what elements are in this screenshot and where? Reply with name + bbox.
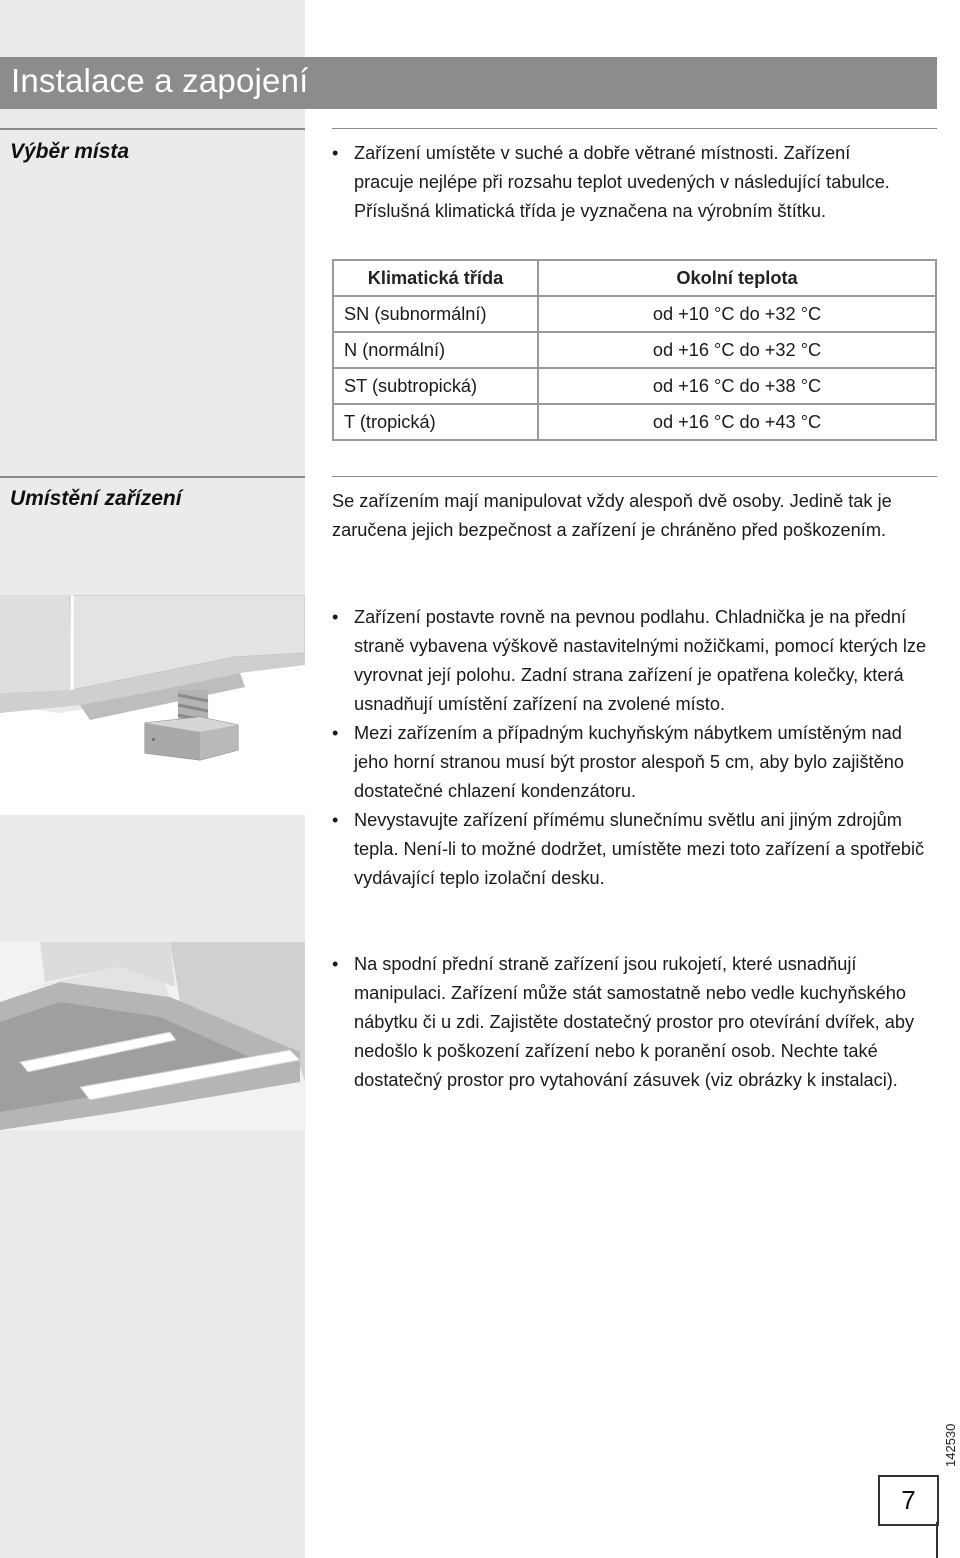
list-item: • Mezi zařízením a případným kuchyňským nábytkem umístěným nad jeho horní stranou musí být prostor alespoň 5 cm, aby bylo zajištěno dostatečné chlazení kondenzátoru.: [332, 719, 932, 806]
adjustable-foot-icon: [0, 595, 305, 815]
page-number-rule: [936, 1522, 938, 1558]
table-cell: T (tropická): [333, 404, 538, 440]
page-title: Instalace a zapojení: [11, 62, 309, 99]
list-item: • Zařízení umístěte v suché a dobře větrané místnosti. Zařízení pracuje nejlépe při rozsahu teplot uvedených v následující tabulce. Příslušná klimatická třída je vyznačena na výrobním štítku.: [332, 139, 912, 226]
table-header-cell: Klimatická třída: [333, 260, 538, 296]
table-cell: N (normální): [333, 332, 538, 368]
bottom-handle-illustration: [0, 942, 305, 1130]
list-item: • Zařízení postavte rovně na pevnou podlahu. Chladnička je na přední straně vybavena výškově nastavitelnými nožičkami, pomocí kterých lze vyrovnat její polohu. Zadní strana zařízení je opatřena kolečky, která usnadňují umístění zařízení na zvolené místo.: [332, 603, 932, 719]
table-cell: od +16 °C do +43 °C: [538, 404, 936, 440]
title-bar: [0, 57, 937, 109]
placement-bullet-list-b: [332, 950, 932, 1095]
table-row: [333, 404, 936, 440]
table-cell: SN (subnormální): [333, 296, 538, 332]
table-row: [333, 296, 936, 332]
content-divider: [332, 476, 937, 477]
section-label-choice: Výběr místa: [10, 140, 130, 163]
table-cell: od +16 °C do +32 °C: [538, 332, 936, 368]
placement-intro: Se zařízením mají manipulovat vždy alespoň dvě osoby. Jedině tak je zaručena jejich bezpečnost a zařízení je chráněno před poškozením.: [332, 491, 892, 540]
bottom-handle-icon: [0, 942, 305, 1130]
section-divider: [0, 476, 305, 478]
table-cell: od +10 °C do +32 °C: [538, 296, 936, 332]
table-row: [333, 368, 936, 404]
content-divider: [332, 128, 937, 129]
document-code: 142530: [943, 1423, 958, 1467]
table-header-row: [333, 260, 936, 296]
table-cell: od +16 °C do +38 °C: [538, 368, 936, 404]
list-item: • Na spodní přední straně zařízení jsou rukojetí, které usnadňují manipulaci. Zařízení může stát samostatně nebo vedle kuchyňského nábytku či u zdi. Zajistěte dostatečný prostor pro otevírání dvířek, aby nedošlo k poškození zařízení nebo k poranění osob. Nechte také dostatečný prostor pro vytahování zásuvek (viz obrázky k instalaci).: [332, 950, 932, 1095]
choice-bullet-list: [332, 139, 912, 226]
list-item: • Nevystavujte zařízení přímému slunečnímu světlu ani jiným zdrojům tepla. Není-li to možné dodržet, umístěte mezi toto zařízení a spotřebič vydávající teplo izolační desku.: [332, 806, 932, 893]
page-number: 7: [878, 1475, 939, 1526]
placement-bullet-list-a: [332, 603, 932, 893]
adjustable-foot-illustration: [0, 595, 305, 815]
climate-class-table: [332, 259, 937, 441]
section-divider: [0, 128, 305, 130]
table-header-cell: Okolní teplota: [538, 260, 936, 296]
table-cell: ST (subtropická): [333, 368, 538, 404]
table-row: [333, 332, 936, 368]
section-label-placement: Umístění zařízení: [10, 487, 182, 510]
